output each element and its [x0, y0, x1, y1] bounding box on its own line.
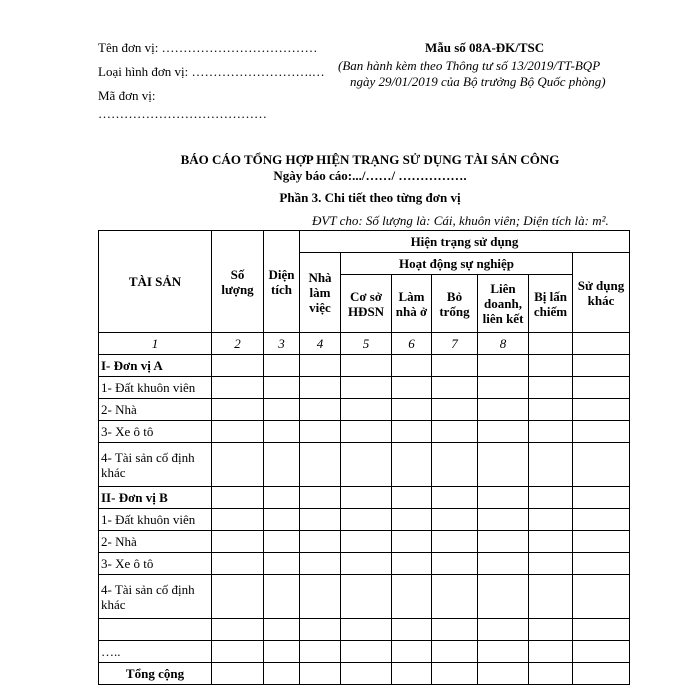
row-label: 3- Xe ô tô: [99, 421, 212, 443]
table-cell: [392, 509, 432, 531]
header-row-1: [99, 231, 630, 253]
table-cell: [300, 663, 341, 685]
header-facility: Cơ sở HĐSN: [341, 275, 392, 333]
table-cell: [432, 399, 478, 421]
table-cell: [300, 399, 341, 421]
table-cell: [264, 641, 300, 663]
table-cell: [264, 531, 300, 553]
table-cell: [573, 377, 630, 399]
table-cell: [529, 641, 573, 663]
table-cell: [432, 619, 478, 641]
table-cell: [212, 663, 264, 685]
table-cell: [264, 421, 300, 443]
row-label: 4- Tài sản cố định khác: [99, 443, 212, 487]
table-row: [99, 377, 630, 399]
table-cell: [212, 619, 264, 641]
table-cell: [300, 509, 341, 531]
table-cell: [573, 531, 630, 553]
table-cell: [300, 575, 341, 619]
col-number: 1: [99, 333, 212, 355]
col-number: 6: [392, 333, 432, 355]
table-cell: [573, 509, 630, 531]
table-cell: [529, 619, 573, 641]
table-cell: [529, 355, 573, 377]
table-cell: [300, 641, 341, 663]
table-cell: [529, 553, 573, 575]
table-cell: [573, 663, 630, 685]
table-cell: [212, 377, 264, 399]
table-cell: [529, 399, 573, 421]
table-cell: [264, 509, 300, 531]
table-cell: [300, 355, 341, 377]
table-cell: [392, 421, 432, 443]
table-cell: [529, 421, 573, 443]
col-number: 7: [432, 333, 478, 355]
table-cell: [300, 377, 341, 399]
table-cell: [392, 619, 432, 641]
form-number: Mẫu số 08A-ĐK/TSC: [425, 40, 545, 55]
table-cell: [300, 553, 341, 575]
table-cell: [264, 487, 300, 509]
header-quantity: Số lượng: [212, 231, 264, 333]
table-cell: [264, 355, 300, 377]
table-cell: [212, 355, 264, 377]
row-label: 2- Nhà: [99, 399, 212, 421]
table-cell: [478, 619, 529, 641]
table-cell: [432, 575, 478, 619]
table-row: [99, 487, 630, 509]
table-cell: [264, 553, 300, 575]
table-cell: [392, 553, 432, 575]
table-cell: [478, 443, 529, 487]
table-cell: [341, 399, 392, 421]
table-cell: [264, 575, 300, 619]
table-cell: [432, 553, 478, 575]
table-row: [99, 399, 630, 421]
table-cell: [529, 575, 573, 619]
table-cell: [392, 531, 432, 553]
table-cell: [341, 575, 392, 619]
report-date: Ngày báo cáo:.../……/ …………….: [273, 168, 467, 183]
table-row: [99, 663, 630, 685]
header-encroached: Bị lấn chiếm: [529, 275, 573, 333]
header-vacant: Bỏ trống: [432, 275, 478, 333]
table-cell: [432, 421, 478, 443]
table-cell: [432, 487, 478, 509]
table-cell: [432, 443, 478, 487]
row-label: II- Đơn vị B: [99, 487, 212, 509]
table-cell: [341, 487, 392, 509]
asset-status-table: [98, 230, 630, 685]
col-number: 5: [341, 333, 392, 355]
table-cell: [341, 355, 392, 377]
table-cell: [300, 619, 341, 641]
table-cell: [478, 531, 529, 553]
table-cell: [573, 399, 630, 421]
table-cell: [478, 509, 529, 531]
row-label: 3- Xe ô tô: [99, 553, 212, 575]
table-cell: [573, 641, 630, 663]
header-area: Diện tích: [264, 231, 300, 333]
table-cell: [212, 443, 264, 487]
table-cell: [432, 377, 478, 399]
table-cell: [478, 553, 529, 575]
table-cell: [432, 531, 478, 553]
table-cell: [529, 531, 573, 553]
table-cell: [529, 443, 573, 487]
table-cell: [300, 487, 341, 509]
table-cell: [478, 575, 529, 619]
table-cell: [392, 399, 432, 421]
table-cell: [573, 553, 630, 575]
table-cell: [432, 641, 478, 663]
col-number: [529, 333, 573, 355]
header-joint-venture: Liên doanh, liên kết: [478, 275, 529, 333]
unit-name-line: Tên đơn vị: ………………………………: [98, 40, 318, 55]
table-cell: [341, 663, 392, 685]
table-cell: [212, 487, 264, 509]
table-cell: [341, 377, 392, 399]
col-number: 8: [478, 333, 529, 355]
col-number: 4: [300, 333, 341, 355]
table-cell: [264, 377, 300, 399]
row-label: 1- Đất khuôn viên: [99, 509, 212, 531]
header-other-use: Sử dụng khác: [573, 253, 630, 333]
table-cell: [392, 355, 432, 377]
table-cell: [341, 619, 392, 641]
table-cell: [212, 399, 264, 421]
header-career-activity: Hoạt động sự nghiệp: [341, 253, 573, 275]
table-cell: [392, 377, 432, 399]
table-row: [99, 619, 630, 641]
table-cell: [478, 399, 529, 421]
table-cell: [573, 355, 630, 377]
row-label: I- Đơn vị A: [99, 355, 212, 377]
table-row: [99, 575, 630, 619]
table-cell: [529, 377, 573, 399]
col-number: 2: [212, 333, 264, 355]
table-cell: [300, 531, 341, 553]
table-cell: [392, 663, 432, 685]
row-label: 2- Nhà: [99, 531, 212, 553]
col-number: [573, 333, 630, 355]
table-cell: [341, 509, 392, 531]
table-row: [99, 531, 630, 553]
table-cell: [529, 487, 573, 509]
row-label: 4- Tài sản cố định khác: [99, 575, 212, 619]
table-row: [99, 553, 630, 575]
row-label: 1- Đất khuôn viên: [99, 377, 212, 399]
table-cell: [478, 487, 529, 509]
table-cell: [432, 663, 478, 685]
table-cell: [478, 355, 529, 377]
table-cell: [341, 641, 392, 663]
header-office: Nhà làm việc: [300, 253, 341, 333]
part-heading: Phần 3. Chi tiết theo từng đơn vị: [279, 190, 461, 205]
row-label: [99, 619, 212, 641]
table-cell: [392, 641, 432, 663]
unit-code-label: Mã đơn vị:: [98, 88, 156, 103]
table-cell: [341, 443, 392, 487]
unit-code-dots: …………………………………: [98, 106, 267, 121]
row-label: Tổng cộng: [99, 663, 212, 685]
table-cell: [212, 553, 264, 575]
table-cell: [573, 443, 630, 487]
issued-by-line-1: (Ban hành kèm theo Thông tư số 13/2019/TT-BQP: [338, 58, 601, 73]
table-cell: [300, 443, 341, 487]
table-cell: [212, 641, 264, 663]
table-cell: [392, 575, 432, 619]
table-cell: [212, 575, 264, 619]
table-row: [99, 355, 630, 377]
table-cell: [573, 421, 630, 443]
table-cell: [341, 531, 392, 553]
table-cell: [432, 355, 478, 377]
col-number: 3: [264, 333, 300, 355]
unit-of-measure-note: ĐVT cho: Số lượng là: Cái, khuôn viên; Diện tích là: m².: [312, 213, 609, 228]
table-row: [99, 421, 630, 443]
unit-type-line: Loại hình đơn vị: ……………………….…: [98, 64, 325, 79]
table-cell: [529, 663, 573, 685]
table-cell: [212, 421, 264, 443]
header-usage-status: Hiện trạng sử dụng: [300, 231, 630, 253]
header-asset: TÀI SẢN: [99, 231, 212, 333]
table-cell: [212, 531, 264, 553]
column-number-row: [99, 333, 630, 355]
table-cell: [573, 487, 630, 509]
table-body: [99, 355, 630, 685]
table-cell: [478, 421, 529, 443]
table-cell: [264, 663, 300, 685]
table-cell: [478, 663, 529, 685]
table-cell: [341, 421, 392, 443]
table-cell: [432, 509, 478, 531]
row-label: …..: [99, 641, 212, 663]
table-cell: [264, 443, 300, 487]
table-cell: [264, 399, 300, 421]
table-cell: [341, 553, 392, 575]
table-cell: [529, 509, 573, 531]
header-housing: Làm nhà ở: [392, 275, 432, 333]
table-cell: [478, 377, 529, 399]
table-cell: [573, 575, 630, 619]
table-row: [99, 509, 630, 531]
table-cell: [392, 487, 432, 509]
table-cell: [573, 619, 630, 641]
table-cell: [300, 421, 341, 443]
table-row: [99, 443, 630, 487]
table-cell: [392, 443, 432, 487]
table-cell: [264, 619, 300, 641]
table-cell: [478, 641, 529, 663]
table-row: [99, 641, 630, 663]
issued-by-line-2: ngày 29/01/2019 của Bộ trưởng Bộ Quốc phòng): [350, 74, 606, 89]
report-title: BÁO CÁO TỔNG HỢP HIỆN TRẠNG SỬ DỤNG TÀI SẢN CÔNG: [180, 152, 560, 167]
table-cell: [212, 509, 264, 531]
